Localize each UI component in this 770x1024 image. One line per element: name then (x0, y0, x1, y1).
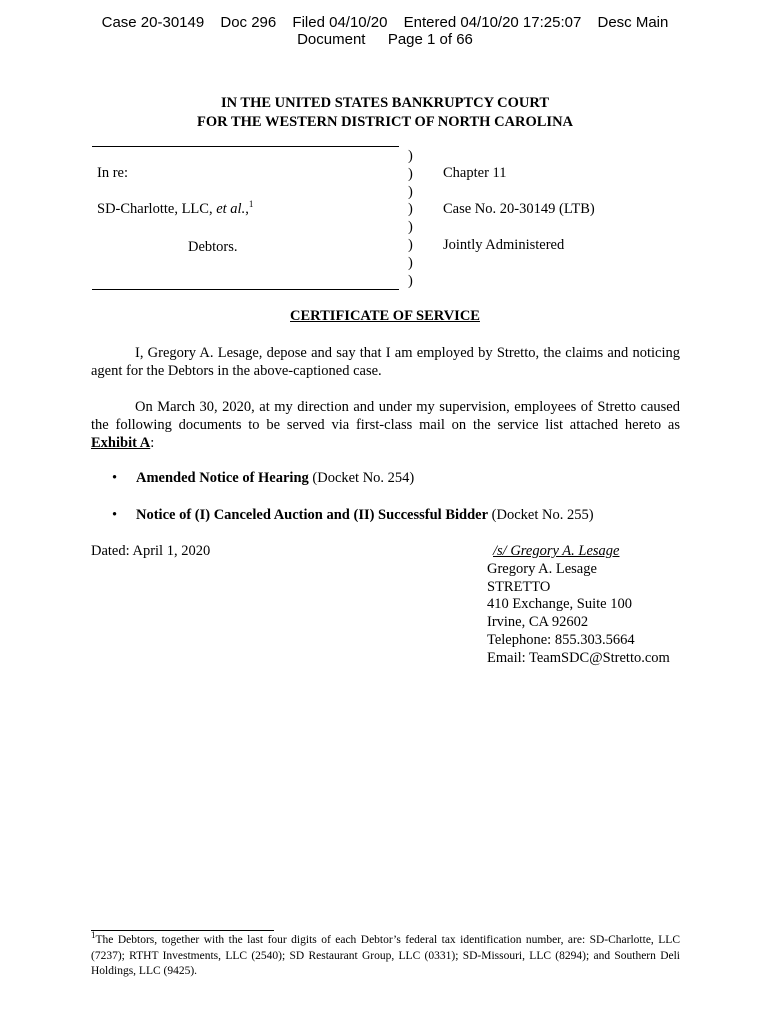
page-count-stamp: Page 1 of 66 (387, 31, 473, 48)
debtor-name: SD-Charlotte, LLC, et al.,$^1$ (97, 199, 254, 217)
entered-date-stamp: Entered 04/10/20 17:25:07 (403, 14, 582, 31)
court-heading-line1: IN THE UNITED STATES BANKRUPTCY COURT (220, 95, 550, 111)
signer-email: Email: TeamSDC@Stretto.com (487, 649, 670, 666)
caption-parens: ) ) ) ) ) ) ) ) (408, 148, 413, 289)
document-label-stamp: Document (297, 31, 366, 48)
ecf-header-stamp (0, 14, 770, 48)
filed-date-stamp: Filed 04/10/20 (292, 14, 388, 31)
court-heading-line2: FOR THE WESTERN DISTRICT OF NORTH CAROLINA (196, 114, 574, 130)
paragraph-service: On March 30, 2020, at my direction and under my supervision, employees of Stretto caused the following documents to be served via first-class mail on the service list attached hereto as Exhibit A: (91, 399, 680, 451)
chapter-label: Chapter 11 (443, 165, 507, 181)
paragraph-employment: I, Gregory A. Lesage, depose and say that I am employed by Stretto, the claims and noticing agent for the Debtors in the above-captioned case. (91, 345, 680, 379)
footnote-ref: 1 (248, 199, 254, 210)
list-item: • Notice of (I) Canceled Auction and (II) Successful Bidder (Docket No. 255) (112, 507, 594, 523)
signer-company: STRETTO (487, 578, 551, 595)
dated-line: Dated: April 1, 2020 (91, 543, 211, 559)
footnote-rule (91, 930, 274, 931)
document-title: CERTIFICATE OF SERVICE (290, 308, 480, 324)
desc-stamp: Desc Main (597, 14, 669, 31)
court-heading (0, 94, 770, 132)
signature-line: /s/ Gregory A. Lesage (493, 543, 620, 559)
signer-name: Gregory A. Lesage (487, 560, 597, 577)
signature-block (487, 543, 670, 668)
signer-address1: 410 Exchange, Suite 100 (487, 596, 632, 613)
in-re-label: In re: (97, 165, 128, 181)
caption-bottom-rule (92, 289, 399, 290)
list-item: • Amended Notice of Hearing (Docket No. 254) (112, 470, 415, 486)
doc-number-stamp: Doc 296 (220, 14, 277, 31)
signer-phone: Telephone: 855.303.5664 (487, 631, 635, 648)
exhibit-a-ref: Exhibit A (91, 435, 151, 451)
case-number: Case No. 20-30149 (LTB) (443, 201, 595, 217)
footnote: $^1$The Debtors, together with the last four digits of each Debtor’s federal tax identification number, are: SD-Charlotte, LLC (7237); RTHT Investments, LLC (2540); SD Restaurant Group, LLC (0331); SD-Missouri, LLC (8294); and Southern Deli Holdings, LLC (9425). (91, 930, 680, 977)
jointly-administered: Jointly Administered (443, 237, 565, 253)
debtors-label: Debtors. (188, 239, 238, 255)
caption-top-rule (92, 146, 399, 147)
case-number-stamp: Case 20-30149 (101, 14, 205, 31)
signer-address2: Irvine, CA 92602 (487, 614, 589, 631)
